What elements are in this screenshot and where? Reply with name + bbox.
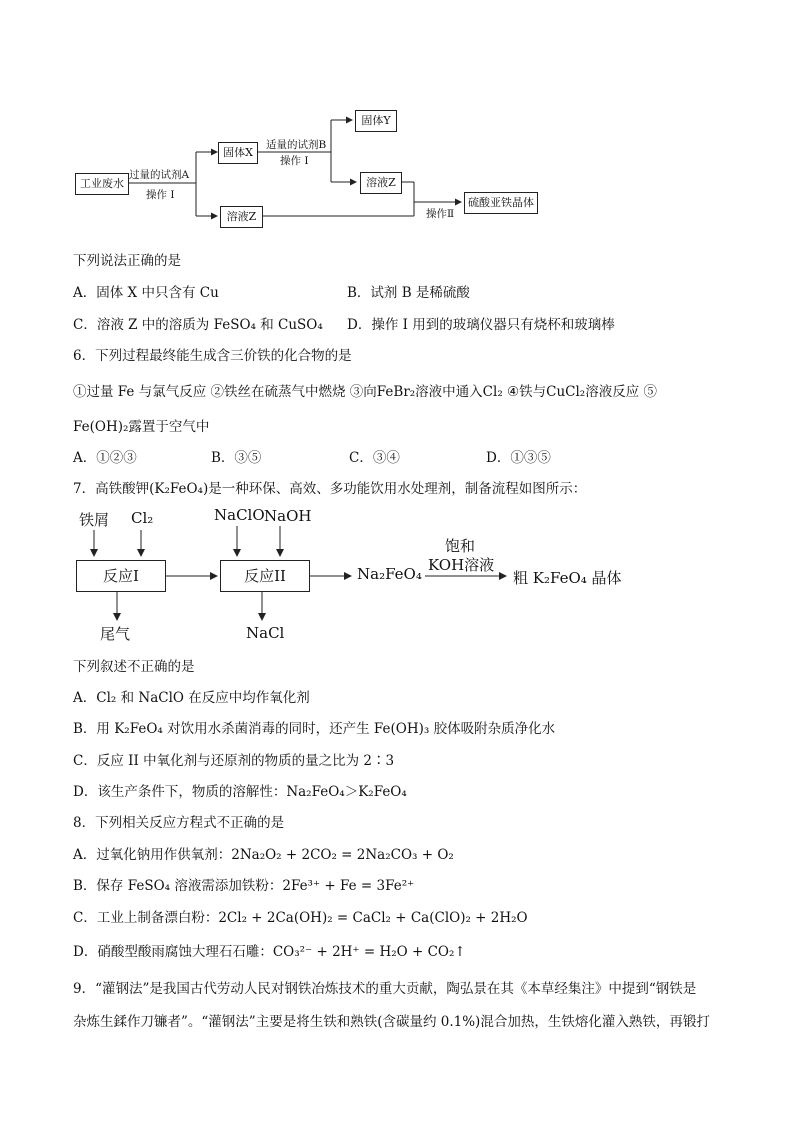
label-reagent-b: 适量的试剂B <box>266 139 327 151</box>
q9-line2: 杂炼生鍒作刀镰者”。“灌钢法”主要是将生铁和熟铁(含碳量约 0.1%)混合加热，生铁熔化灌入熟铁，再锻打 <box>73 1014 710 1030</box>
q5-option-d: D．操作 I 用到的玻璃仪器只有烧杯和玻璃棒 <box>347 317 615 333</box>
q6-items-line2: Fe(OH)₂露置于空气中 <box>73 419 210 435</box>
label-reagent-a: 过量的试剂A <box>129 169 190 181</box>
q7-product-k2feo4: 粗 K₂FeO₄ 晶体 <box>513 569 622 587</box>
box-solution-z-bottom: 溶液Z <box>220 206 263 228</box>
q7-question: 下列叙述不正确的是 <box>73 659 195 675</box>
label-operation-1b: 操作 I <box>280 155 309 167</box>
q8-option-b: B．保存 FeSO₄ 溶液需添加铁粉：2Fe³⁺ + Fe = 3Fe²⁺ <box>73 878 415 894</box>
q5-option-b: B．试剂 B 是稀硫酸 <box>347 285 470 301</box>
box-industrial-wastewater: 工业废水 <box>75 173 129 195</box>
q7-stem: 7．高铁酸钾(K₂FeO₄)是一种环保、高效、多功能饮用水处理剂，制备流程如图所示： <box>73 481 587 497</box>
q7-condition-saturated: 饱和 <box>445 537 476 555</box>
box-solid-y: 固体Y <box>355 110 397 132</box>
q7-option-a: A．Cl₂ 和 NaClO 在反应中均作氧化剂 <box>73 690 310 706</box>
q6-items-line1: ①过量 Fe 与氯气反应 ②铁丝在硫蒸气中燃烧 ③向FeBr₂溶液中通入Cl₂ ④铁与CuCl₂溶液反应 ⑤ <box>73 384 658 400</box>
q5-stem: 下列说法正确的是 <box>73 253 181 269</box>
q6-stem: 6．下列过程最终能生成含三价铁的化合物的是 <box>73 348 352 364</box>
q7-option-d: D．该生产条件下，物质的溶解性：Na₂FeO₄＞K₂FeO₄ <box>73 784 407 800</box>
q7-product-na2feo4: Na₂FeO₄ <box>357 565 422 583</box>
q6-option-d: D．①③⑤ <box>486 450 551 466</box>
box-solution-z-top: 溶液Z <box>360 172 402 194</box>
q8-stem: 8．下列相关反应方程式不正确的是 <box>73 815 285 831</box>
q7-reaction-2: 反应II <box>220 560 310 592</box>
q7-input-naoh: NaOH <box>264 507 312 525</box>
q5-option-c: C．溶液 Z 中的溶质为 FeSO₄ 和 CuSO₄ <box>73 317 323 333</box>
q7-input-iron-scrap: 铁屑 <box>79 511 110 529</box>
q7-option-b: B．用 K₂FeO₄ 对饮用水杀菌消毒的同时，还产生 Fe(OH)₃ 胶体吸附杂质净化水 <box>73 721 556 737</box>
label-operation-1a: 操作 I <box>146 189 175 201</box>
q9-line1: 9．“灌钢法”是我国古代劳动人民对钢铁冶炼技术的重大贡献，陶弘景在其《本草经集注》中提到“钢铁是 <box>73 981 697 997</box>
q8-option-c: C．工业上制备漂白粉：2Cl₂ + 2Ca(OH)₂ = CaCl₂ + Ca(ClO)₂ + 2H₂O <box>73 910 528 926</box>
q5-option-a: A．固体 X 中只含有 Cu <box>73 285 219 301</box>
q7-input-naclo: NaClO <box>214 506 265 524</box>
q7-output-nacl: NaCl <box>246 624 285 642</box>
label-operation-2: 操作Ⅱ <box>426 208 455 220</box>
q6-option-c: C．③④ <box>349 450 400 466</box>
q6-option-a: A．①②③ <box>73 450 137 466</box>
q7-reaction-1: 反应I <box>76 560 166 592</box>
q8-option-d: D．硝酸型酸雨腐蚀大理石石雕：CO₃²⁻ + 2H⁺ = H₂O + CO₂↑ <box>73 944 466 960</box>
q8-option-a: A．过氧化钠用作供氧剂：2Na₂O₂ + 2CO₂ = 2Na₂CO₃ + O₂ <box>73 847 454 863</box>
box-solid-x: 固体X <box>218 142 258 164</box>
box-ferrous-sulfate-crystal: 硫酸亚铁晶体 <box>464 192 538 214</box>
q7-output-tail-gas: 尾气 <box>100 625 131 643</box>
q6-option-b: B．③⑤ <box>211 450 262 466</box>
q7-input-chlorine: Cl₂ <box>131 509 154 527</box>
q7-option-c: C．反应 II 中氧化剂与还原剂的物质的量之比为 2∶3 <box>73 753 395 769</box>
q7-condition-koh: KOH溶液 <box>428 556 495 574</box>
